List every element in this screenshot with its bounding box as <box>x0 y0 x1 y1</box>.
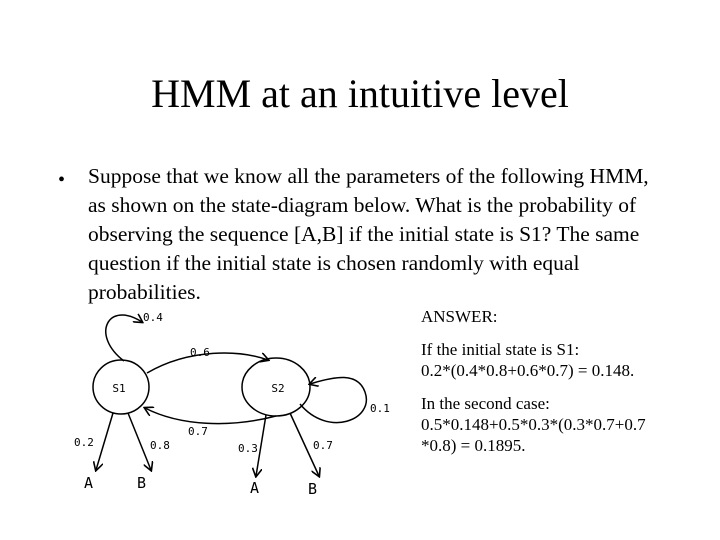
s1-emit-b-arrow <box>128 413 151 470</box>
slide-title: HMM at an intuitive level <box>151 71 569 116</box>
answer-case2-label: In the second case: <box>421 394 550 413</box>
s1-self-loop-arrow <box>106 315 142 361</box>
bullet-dot-icon: • <box>58 169 66 191</box>
symbol-a-under-s1: A <box>84 474 94 492</box>
s1-to-s2-prob-label: 0.6 <box>190 346 210 359</box>
state-s2-label: S2 <box>271 382 285 395</box>
s1-emit-a-arrow <box>96 413 113 470</box>
s1-self-prob-label: 0.4 <box>143 311 163 324</box>
answer-heading: ANSWER: <box>421 307 498 326</box>
s2-self-prob-label: 0.1 <box>370 402 390 415</box>
s1-emit-a-prob-label: 0.2 <box>74 436 94 449</box>
symbol-b-under-s2: B <box>308 480 318 498</box>
symbol-a-under-s2: A <box>250 479 260 497</box>
symbol-b-under-s1: B <box>137 474 147 492</box>
s2-emit-b-prob-label: 0.7 <box>313 439 333 452</box>
answer-case1-label: If the initial state is S1: <box>421 340 580 359</box>
state-s1-label: S1 <box>112 382 126 395</box>
s2-emit-a-prob-label: 0.3 <box>238 442 258 455</box>
answer-case2-formula: 0.5*0.148+0.5*0.3*(0.3*0.7+0.7 <box>421 415 646 434</box>
question-text: Suppose that we know all the parameters of the following HMM, as shown on the state-diagram below. What is the probability of observing the sequence [A,B] if the initial state is S1? The same question if the initial state is chosen randomly with equal probabilities. <box>88 164 649 304</box>
answer-case2-formula-cont: *0.8) = 0.1895. <box>421 436 526 455</box>
s2-to-s1-prob-label: 0.7 <box>188 425 208 438</box>
s1-emit-b-prob-label: 0.8 <box>150 439 170 452</box>
answer-case1-formula: 0.2*(0.4*0.8+0.6*0.7) = 0.148. <box>421 361 635 380</box>
